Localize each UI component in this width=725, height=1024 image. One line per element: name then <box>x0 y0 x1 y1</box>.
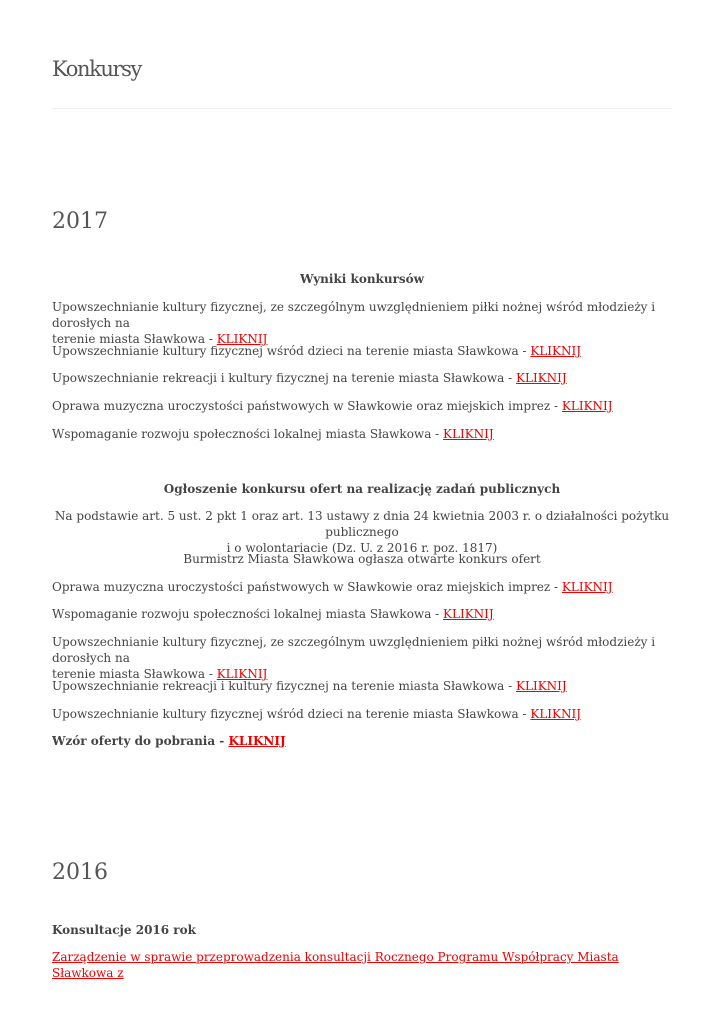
result-item-text: Oprawa muzyczna uroczystości państwowych w Sławkowie oraz miejskich imprez - <box>52 399 562 413</box>
offer-item-text: Upowszechnianie rekreacji i kultury fizycznej na terenie miasta Sławkowa - <box>52 679 517 693</box>
year-heading-2016: 2016 <box>52 860 108 885</box>
year-heading-2017: 2017 <box>52 209 108 234</box>
offer-item-text: Oprawa muzyczna uroczystości państwowych w Sławkowie oraz miejskich imprez - <box>52 580 562 594</box>
offer-template-line <box>52 733 672 749</box>
page-title: Konkursy <box>52 57 142 81</box>
result-item-text: Upowszechnianie rekreacji i kultury fizycznej na terenie miasta Sławkowa - <box>52 371 517 385</box>
offer-template-text: Wzór oferty do pobrania - <box>52 734 229 748</box>
result-item <box>52 398 672 414</box>
offer-item-text: Upowszechnianie kultury fizycznej wśród dzieci na terenie miasta Sławkowa - <box>52 707 531 721</box>
result-item-text: terenie miasta Sławkowa - <box>52 332 217 346</box>
result-item-text: Wspomaganie rozwoju społeczności lokalnej miasta Sławkowa - <box>52 427 444 441</box>
result-item <box>52 299 672 347</box>
kliknij-link[interactable]: KLIKNIJ <box>561 399 613 413</box>
offer-item <box>52 579 672 595</box>
result-item-text: Upowszechnianie kultury fizycznej wśród dzieci na terenie miasta Sławkowa - <box>52 344 531 358</box>
offer-item-text: Wspomaganie rozwoju społeczności lokalnej miasta Sławkowa - <box>52 607 444 621</box>
offer-item <box>52 678 672 694</box>
title-divider <box>52 108 672 109</box>
kliknij-link[interactable]: KLIKNIJ <box>530 344 582 358</box>
kliknij-link[interactable]: KLIKNIJ <box>516 371 567 385</box>
kliknij-link[interactable]: KLIKNIJ <box>216 332 268 346</box>
result-item <box>52 370 672 386</box>
offer-template-download-link[interactable]: KLIKNIJ <box>228 734 286 748</box>
legal-basis <box>52 508 672 556</box>
kliknij-link[interactable]: KLIKNIJ <box>216 667 268 681</box>
kliknij-link[interactable]: KLIKNIJ <box>561 580 613 594</box>
consult-ordinance-link[interactable]: Zarządzenie w sprawie przeprowadzenia konsultacji Rocznego Programu Współpracy Miasta Sławkowa z <box>52 950 619 980</box>
offer-item <box>52 706 672 722</box>
consult-heading: Konsultacje 2016 rok <box>52 923 196 937</box>
result-item <box>52 343 672 359</box>
offer-item-text: terenie miasta Sławkowa - <box>52 667 217 681</box>
offer-item-text: Upowszechnianie kultury fizycznej, ze szczególnym uwzględnieniem piłki nożnej wśród młodzieży i dorosłych na <box>52 635 656 665</box>
results-heading: Wyniki konkursów <box>299 272 424 286</box>
offer-item <box>52 606 672 622</box>
consult-item <box>52 949 672 981</box>
legal-basis-line: i o wolontariacie (Dz. U. z 2016 r. poz. 1817) <box>226 541 498 555</box>
kliknij-link[interactable]: KLIKNIJ <box>530 707 582 721</box>
mayor-line: Burmistrz Miasta Sławkowa ogłasza otwarte konkurs ofert <box>183 552 541 566</box>
kliknij-link[interactable]: KLIKNIJ <box>516 679 567 693</box>
offer-item <box>52 634 672 682</box>
legal-basis-line: Na podstawie art. 5 ust. 2 pkt 1 oraz art. 13 ustawy z dnia 24 kwietnia 2003 r. o działalności pożytku publicznego <box>54 509 670 539</box>
kliknij-link[interactable]: KLIKNIJ <box>443 607 494 621</box>
announcement-heading: Ogłoszenie konkursu ofert na realizację zadań publicznych <box>163 482 561 496</box>
kliknij-link[interactable]: KLIKNIJ <box>443 427 494 441</box>
result-item-text: Upowszechnianie kultury fizycznej, ze szczególnym uwzględnieniem piłki nożnej wśród młodzieży i dorosłych na <box>52 300 656 330</box>
result-item <box>52 426 672 442</box>
